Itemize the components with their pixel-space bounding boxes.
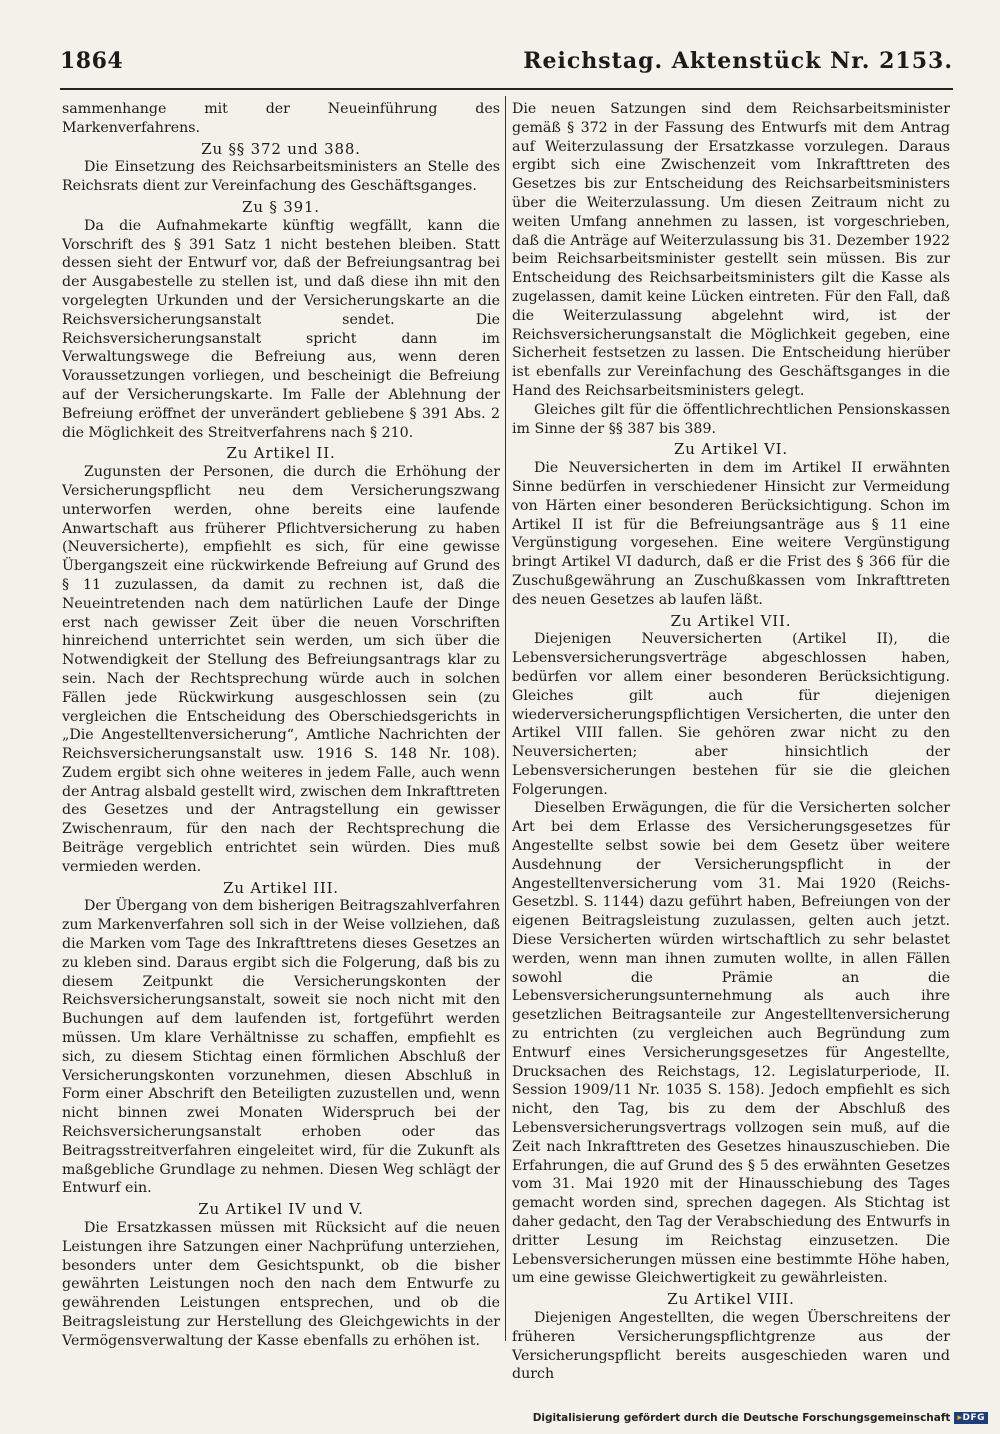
section-heading: Zu Artikel VI. bbox=[674, 440, 788, 459]
paragraph: Die Ersatzkassen müssen mit Rücksicht auf die neuen Leistungen ihre Satzungen einer Nachprüfung unterziehen, besonders unter dem Gesichtspunkt, ob die bisher gewährten Leistungen noch den nach dem Entwurfe zu gewährenden Leistungen entsprechen, und ob die Beitragsleistung zur Herstellung des Gleichgewichts in der Vermögensverwaltung der Kasse ebenfalls zu erhöhen ist. bbox=[62, 1220, 500, 1349]
dfg-logo bbox=[954, 1412, 988, 1424]
section-heading: Zu Artikel VIII. bbox=[667, 1290, 795, 1309]
section-heading: Zu Artikel IV und V. bbox=[198, 1200, 364, 1219]
paragraph: Zugunsten der Personen, die durch die Erhöhung der Versicherungspflicht neu dem Versicherungszwang unterworfen werden, ohne bereits eine laufende Anwartschaft aus früherer Pflichtversicherung zu haben (Neuversicherte), empfiehlt es sich, für eine gewisse Übergangszeit eine rückwirkende Befreiung auf Grund des § 11 zuzulassen, da damit zu rechnen ist, daß die Neueintretenden nach dem natürlichen Laufe der Dinge erst nach gewisser Zeit über die neuen Vorschriften hinreichend unterrichtet sein werden, um sich über die Notwendigkeit der Stellung des Befreiungsantrags klar zu sein. Nach der Rechtsprechung würde auch in solchen Fällen jede Rückwirkung ausgeschlossen sein (zu vergleichen die Entscheidung des Oberschiedsgerichts in „Die Angestelltenversicherung“, Amtliche Nachrichten der Reichsversicherungsanstalt usw. 1916 S. 148 Nr. 108). Zudem ergibt sich ohne weiteres in jedem Falle, auch wenn der Antrag alsbald gestellt wird, zwischen dem Inkrafttreten des Gesetzes und der Antragstellung ein gewisser Zwischenraum, für den nach der Rechtsprechung die Beiträge vergeblich entrichtet sein würden. Dies muß vermieden werden. bbox=[62, 464, 500, 875]
paragraph: Dieselben Erwägungen, die für die Versicherten solcher Art bei dem Erlasse des Versicherungsgesetzes für Angestellte selbst sowie bei dem Gesetz über weitere Ausdehnung der Versicherungspflicht in der Angestelltenversicherung vom 31. Mai 1920 (Reichs-Gesetzbl. S. 1144) dazu geführt haben, Befreiungen von der eigenen Beitragsleistung zuzulassen, gelten auch jetzt. Diese Versicherten würden wirtschaftlich zu sehr belastet werden, wenn man ihnen zumuten wollte, in allen Fällen sowohl die Prämie an die Lebensversicherungsunternehmung als auch ihre gesetzlichen Beitragsanteile zur Angestelltenversicherung zu entrichten (zu vergleichen auch Begründung zum Entwurf eines Versicherungsgesetzes für Angestellte, Drucksachen des Reichstags, 12. Legislaturperiode, II. Session 1909/11 Nr. 1035 S. 158). Jedoch empfiehlt es sich nicht, den Tag, bis zu dem der Abschluß des Lebensversicherungsvertrags vollzogen sein muß, auf die Zeit nach Inkrafttreten des Gesetzes hinauszuschieben. Die Erfahrungen, die auf Grund des § 5 des erwähnten Gesetzes vom 31. Mai 1920 mit der Hinausschiebung des Tages gemacht worden sind, sprechen dagegen. Als Stichtag ist daher gedacht, den Tag der Verabschiedung des Entwurfs in dritter Lesung im Reichstag einzusetzen. Die Lebensversicherungen müssen eine bestimmte Höhe haben, um eine gewisse Gleichwertigkeit zu gewährleisten. bbox=[512, 800, 950, 1287]
paragraph: Die Neuversicherten in dem im Artikel II erwähnten Sinne bedürfen in verschiedener Hinsicht zur Vermeidung von Härten einer besonderen Berücksichtigung. Schon im Artikel II ist für die Befreiungsanträge aus § 11 eine Vergünstigung vorgesehen. Eine weitere Vergünstigung bringt Artikel VI dadurch, daß er die Frist des § 366 für die Zuschußgewährung an Zuschußkassen vom Inkrafttreten des neuen Gesetzes ab laufen läßt. bbox=[512, 460, 950, 608]
paragraph: Gleiches gilt für die öffentlichrechtlichen Pensionskassen im Sinne der §§ 387 bis 389. bbox=[512, 401, 950, 437]
section-heading: Zu §§ 372 und 388. bbox=[201, 139, 361, 158]
section-heading: Zu Artikel II. bbox=[226, 444, 336, 463]
paragraph: sammenhange mit der Neueinführung des Markenverfahrens. bbox=[62, 101, 500, 136]
paragraph: Der Übergang von dem bisherigen Beitragszahlverfahren zum Markenverfahren soll sich in der Weise vollziehen, daß die Marken vom Tage des Inkrafttretens dieses Gesetzes an zu kleben sind. Daraus ergibt sich die Folgerung, daß bis zu diesem Zeitpunkt die Versicherungskonten der Reichsversicherungsanstalt, soweit sie noch nicht mit den Buchungen auf dem laufenden ist, fortgeführt werden müssen. Um klare Verhältnisse zu schaffen, empfiehlt es sich, zu diesem Stichtag einen förmlichen Abschluß der Versicherungskonten vorzunehmen, diesen Abschluß in Form einer Abschrift den Beteiligten zuzustellen und, wenn nicht binnen zwei Monaten Widerspruch bei der Reichsversicherungsanstalt erhoben oder das Beitragsstreitverfahren eingeleitet wird, für die Zukunft als maßgebliche Grundlage zu nehmen. Diesen Weg schlägt der Entwurf ein. bbox=[62, 898, 500, 1197]
paragraph: Die neuen Satzungen sind dem Reichsarbeitsminister gemäß § 372 in der Fassung des Entwurfs mit dem Antrag auf Weiterzulassung der Ersatzkasse vorzulegen. Daraus ergibt sich eine Zwischenzeit vom Inkrafttreten des Gesetzes bis zur Entscheidung des Reichsarbeitsministers über die Weiterzulassung. Um diesen Zeitraum nicht zu weiten Umfang annehmen zu lassen, ist vorgeschrieben, daß die Anträge auf Weiterzulassung bis 31. Dezember 1922 beim Reichsarbeitsminister gestellt sein müssen. Bis zur Entscheidung des Reichsarbeitsministers gilt die Kasse als zugelassen, damit keine Lücken eintreten. Für den Fall, daß die Weiterzulassung abgelehnt wird, ist der Reichsversicherungsanstalt die Möglichkeit gegeben, eine Sicherheit festsetzen zu lassen. Die Entscheidung hierüber ist ebenfalls zur Vereinfachung des Geschäftsganges in die Hand des Reichsarbeitsministers gelegt. bbox=[512, 101, 950, 399]
running-title: Reichstag. Aktenstück Nr. 2153. bbox=[523, 48, 953, 74]
section-heading: Zu Artikel VII. bbox=[670, 611, 792, 630]
page-header bbox=[60, 48, 953, 78]
left-column bbox=[62, 100, 500, 1360]
section-heading: Zu § 391. bbox=[242, 197, 320, 216]
column-divider bbox=[505, 96, 506, 1341]
header-rule bbox=[60, 88, 953, 90]
logo-mark-icon: ▸ bbox=[957, 1413, 963, 1423]
digitization-credit bbox=[533, 1412, 988, 1424]
logo-text: DFG bbox=[962, 1413, 985, 1423]
right-column bbox=[512, 100, 950, 1383]
paragraph: Da die Aufnahmekarte künftig wegfällt, kann die Vorschrift des § 391 Satz 1 nicht bestehen bleiben. Statt dessen sieht der Entwurf vor, daß der Befreiungsantrag bei der Ausgabestelle zu stellen ist, und daß diese ihn mit den vorgelegten Urkunden und der Versicherungskarte an die Reichsversicherungsanstalt sendet. Die Reichsversicherungsanstalt spricht dann im Verwaltungswege die Befreiung aus, wenn deren Voraussetzungen vorliegen, und bescheinigt die Befreiung auf der Versicherungskarte. Im Falle der Ablehnung der Befreiung eröffnet der unverändert gebliebene § 391 Abs. 2 die Möglichkeit des Streitverfahrens nach § 210. bbox=[62, 217, 500, 441]
paragraph: Diejenigen Neuversicherten (Artikel II), die Lebensversicherungsverträge abgeschlossen haben, bedürfen vor allem einer besonderen Berücksichtigung. Gleiches gilt auch für diejenigen wiederversicherungspflichtigen Versicherten, die unter den Artikel VIII fallen. Sie gehören zwar nicht zu den Neuversicherten; aber hinsichtlich der Lebensversicherungen bestehen für sie die gleichen Folgerungen. bbox=[512, 631, 950, 798]
paragraph: Diejenigen Angestellten, die wegen Überschreitens der früheren Versicherungspflichtgrenze aus der Versicherungspflicht bereits ausgeschieden waren und durch bbox=[512, 1310, 950, 1383]
page-number: 1864 bbox=[60, 48, 124, 74]
credit-text: Digitalisierung gefördert durch die Deutsche Forschungsgemeinschaft bbox=[532, 1412, 951, 1424]
paragraph: Die Einsetzung des Reichsarbeitsministers an Stelle des Reichsrats dient zur Vereinfachung des Geschäftsganges. bbox=[62, 159, 500, 195]
section-heading: Zu Artikel III. bbox=[223, 878, 339, 897]
